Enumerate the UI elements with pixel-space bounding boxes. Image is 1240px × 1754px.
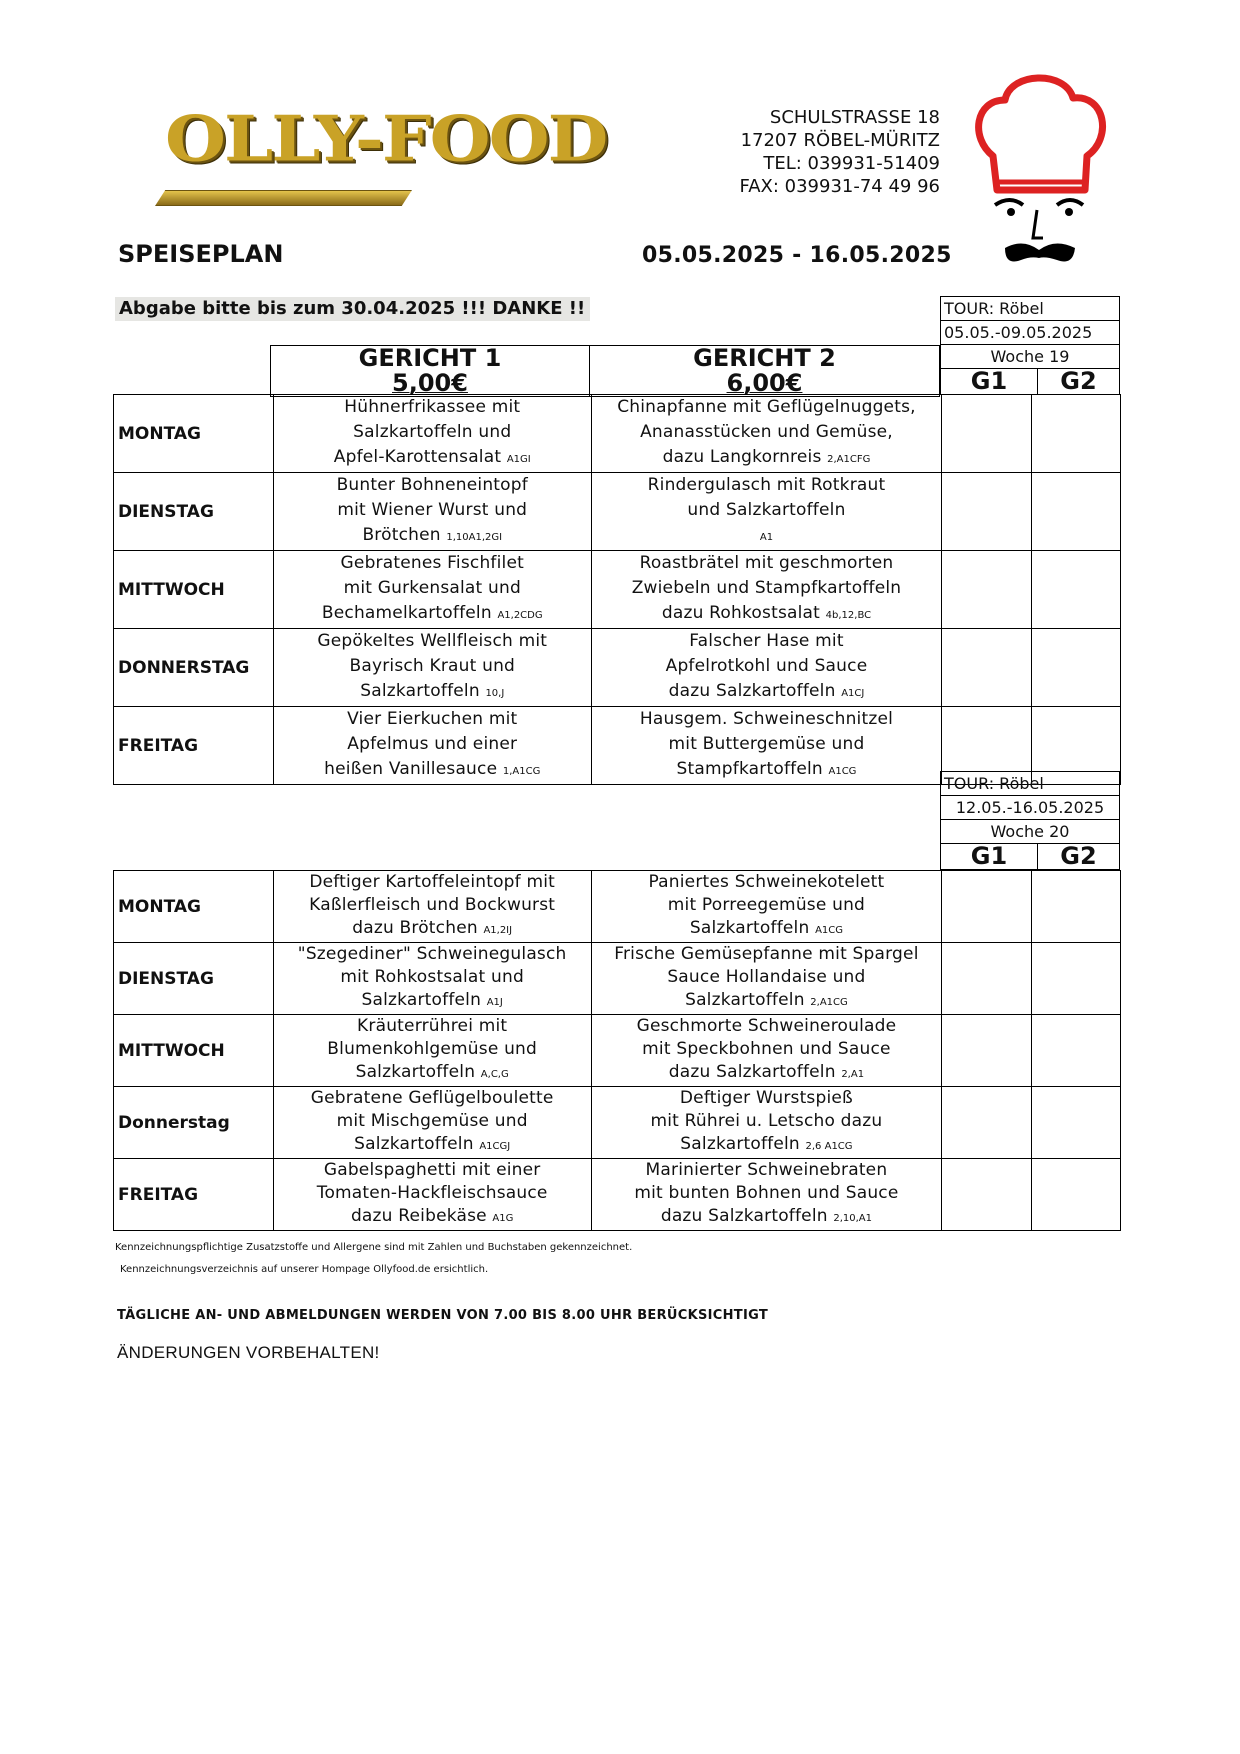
menu-row — [114, 551, 1121, 629]
gericht1-dish — [273, 1159, 591, 1231]
menu-row — [114, 1159, 1121, 1231]
dish-line — [274, 1133, 591, 1158]
dish-line — [592, 523, 942, 550]
gericht1-dish — [273, 629, 591, 707]
gericht2-dish — [591, 1087, 942, 1159]
tour-box-week20 — [940, 771, 1120, 870]
dish-text: heißen Vanillesauce — [324, 759, 498, 779]
dish-line — [592, 871, 942, 894]
dish-line — [274, 871, 591, 894]
olly-food-logo — [155, 101, 607, 210]
menu-row — [114, 943, 1121, 1015]
dish-text: Salzkartoffeln — [680, 1134, 800, 1154]
dish-line — [592, 1133, 942, 1158]
logo-base — [155, 190, 412, 206]
day-label: MITTWOCH — [114, 551, 274, 629]
menu-row — [114, 629, 1121, 707]
dish-text: mit Wiener Wurst und — [337, 500, 528, 520]
allergen-code: 2,A1CG — [810, 997, 848, 1008]
g2-order-box[interactable] — [1031, 629, 1120, 707]
gericht2-dish — [591, 871, 942, 943]
allergen-code: A1J — [486, 997, 503, 1008]
dish-line — [274, 989, 591, 1014]
gericht2-price: 6,00€ — [726, 369, 803, 397]
allergen-code: A1 — [759, 532, 774, 543]
dish-text: Deftiger Kartoffeleintopf mit — [309, 872, 556, 892]
g2-order-box[interactable] — [1031, 473, 1120, 551]
gericht1-price: 5,00€ — [392, 369, 468, 397]
page-title: SPEISEPLAN — [118, 240, 284, 268]
allergen-code: 2,A1 — [841, 1069, 865, 1080]
dish-line — [592, 629, 942, 654]
chef-face-icon — [965, 60, 1115, 270]
allergen-code: A1CGJ — [479, 1141, 511, 1152]
dish-line — [274, 523, 591, 550]
g1-order-box[interactable] — [942, 551, 1031, 629]
dish-line — [274, 629, 591, 654]
menu-row — [114, 395, 1121, 473]
dish-text: Chinapfanne mit Geflügelnuggets, — [617, 397, 916, 417]
dish-line — [592, 473, 942, 498]
dish-text: Gepökeltes Wellfleisch mit — [317, 631, 548, 651]
gericht2-dish — [591, 473, 942, 551]
allergen-code: A1CJ — [841, 688, 865, 699]
dish-text: dazu Brötchen — [352, 918, 478, 938]
dish-text: Marinierter Schweinebraten — [645, 1160, 888, 1180]
company-address — [740, 106, 941, 198]
dish-line — [274, 917, 591, 942]
dish-text: Salzkartoffeln und — [353, 422, 512, 442]
dish-header — [270, 345, 940, 397]
allergen-code: A,C,G — [480, 1069, 509, 1080]
allergen-code: A1G — [492, 1213, 514, 1224]
g2-order-box[interactable] — [1031, 395, 1120, 473]
dish-line — [274, 1038, 591, 1061]
gericht2-dish — [591, 395, 942, 473]
dish-text: Gabelspaghetti mit einer — [323, 1160, 541, 1180]
gericht1-dish — [273, 473, 591, 551]
dish-line — [592, 420, 942, 445]
g1-order-box[interactable] — [942, 1015, 1031, 1087]
dish-text: Vier Eierkuchen mit — [347, 709, 518, 729]
dish-line — [592, 1038, 942, 1061]
dish-line — [592, 894, 942, 917]
tour-name: TOUR: Röbel — [941, 772, 1120, 796]
gericht2-dish — [591, 551, 942, 629]
dish-line — [592, 1159, 942, 1182]
dish-text: Blumenkohlgemüse und — [327, 1039, 538, 1059]
gericht2-dish — [591, 1159, 942, 1231]
dish-text: Kräuterrührei mit — [357, 1016, 508, 1036]
dish-line — [274, 1159, 591, 1182]
g2-order-box[interactable] — [1031, 1159, 1120, 1231]
allergen-code: A1GI — [506, 454, 531, 465]
dish-text: mit Buttergemüse und — [668, 734, 865, 754]
gericht2-title: GERICHT 2 — [693, 344, 836, 372]
dish-text: Hühnerfrikassee mit — [344, 397, 521, 417]
dish-text: Apfelmus und einer — [347, 734, 518, 754]
day-label: MITTWOCH — [114, 1015, 274, 1087]
day-label: DIENSTAG — [114, 473, 274, 551]
dish-line — [274, 473, 591, 498]
dish-line — [592, 601, 942, 628]
g1-header: G1 — [941, 844, 1038, 870]
dish-line — [274, 1182, 591, 1205]
gericht1-dish — [273, 871, 591, 943]
dish-line — [274, 707, 591, 732]
dish-line — [592, 654, 942, 679]
dish-text: Salzkartoffeln — [360, 681, 480, 701]
allergen-code: 10,J — [485, 688, 505, 699]
allergen-note: Kennzeichnungspflichtige Zusatzstoffe und Allergene sind mit Zahlen und Buchstaben gekennzeichnet. — [115, 1242, 633, 1253]
menu-table-week20 — [113, 870, 1121, 1231]
menu-row — [114, 1087, 1121, 1159]
allergen-code: 1,10A1,2GI — [446, 532, 503, 543]
dish-text: Ananasstücken und Gemüse, — [640, 422, 893, 442]
gericht1-dish — [273, 395, 591, 473]
gericht2-dish — [591, 707, 942, 785]
dish-text: dazu Salzkartoffeln — [668, 681, 836, 701]
tour-week: Woche 19 — [941, 345, 1120, 369]
dish-text: mit Rührei u. Letscho dazu — [650, 1111, 883, 1131]
tour-range: 05.05.-09.05.2025 — [941, 321, 1120, 345]
dish-text: Bayrisch Kraut und — [349, 656, 516, 676]
logo-text: OLLY-FOOD — [165, 101, 607, 176]
dish-line — [592, 445, 942, 472]
dish-line — [592, 1015, 942, 1038]
tour-name: TOUR: Röbel — [941, 297, 1120, 321]
dish-text: Falscher Hase mit — [689, 631, 844, 651]
dish-line — [592, 966, 942, 989]
gericht2-header — [590, 346, 940, 397]
g2-order-box[interactable] — [1031, 943, 1120, 1015]
dish-text: Deftiger Wurstspieß — [679, 1088, 853, 1108]
dish-line — [274, 601, 591, 628]
dish-text: mit Porreegemüse und — [667, 895, 866, 915]
dish-text: Salzkartoffeln — [689, 918, 810, 938]
dish-line — [592, 917, 942, 942]
dish-line — [274, 1015, 591, 1038]
address-fax: FAX: 039931-74 49 96 — [739, 176, 940, 197]
changes-reserved-note: ÄNDERUNGEN VORBEHALTEN! — [117, 1343, 380, 1362]
menu-table-week19 — [113, 394, 1121, 785]
g1-order-box[interactable] — [942, 395, 1031, 473]
day-label: DIENSTAG — [114, 943, 274, 1015]
dish-text: Kaßlerfleisch und Bockwurst — [309, 895, 556, 915]
allergen-code: A1CG — [815, 925, 843, 936]
dish-line — [592, 732, 942, 757]
day-label: DONNERSTAG — [114, 629, 274, 707]
dish-text: Bunter Bohneneintopf — [336, 475, 528, 495]
day-label: Donnerstag — [114, 1087, 274, 1159]
gericht2-dish — [591, 943, 942, 1015]
day-label: MONTAG — [114, 395, 274, 473]
gericht1-dish — [273, 1015, 591, 1087]
allergen-code: A1,2IJ — [483, 925, 513, 936]
dish-text: Tomaten-Hackfleischsauce — [316, 1183, 548, 1203]
dish-text: Apfelrotkohl und Sauce — [665, 656, 868, 676]
g1-order-box[interactable] — [942, 629, 1031, 707]
dish-line — [592, 498, 942, 523]
deadline-notice: Abgabe bitte bis zum 30.04.2025 !!! DANKE !! — [115, 297, 590, 321]
dish-text: Salzkartoffeln — [361, 990, 482, 1010]
g1-order-box[interactable] — [942, 871, 1031, 943]
dish-text: Bechamelkartoffeln — [321, 603, 492, 623]
dish-text: Salzkartoffeln — [355, 1062, 476, 1082]
dish-line — [274, 498, 591, 523]
dish-text: "Szegediner" Schweinegulasch — [297, 944, 567, 964]
dish-text: Frische Gemüsepfanne mit Spargel — [614, 944, 919, 964]
dish-text: dazu Reibekäse — [350, 1206, 487, 1226]
menu-row — [114, 1015, 1121, 1087]
dish-line — [592, 989, 942, 1014]
dish-line — [274, 654, 591, 679]
dish-line — [274, 1110, 591, 1133]
allergen-code: 2,A1CFG — [827, 454, 871, 465]
g2-order-box[interactable] — [1031, 1015, 1120, 1087]
dish-text: dazu Rohkostsalat — [661, 603, 821, 623]
tour-box-week19 — [940, 296, 1120, 395]
tour-week: Woche 20 — [941, 820, 1120, 844]
dish-line — [592, 1087, 942, 1110]
address-city: 17207 RÖBEL-MÜRITZ — [740, 130, 940, 151]
dish-text: Geschmorte Schweineroulade — [636, 1016, 897, 1036]
day-label: FREITAG — [114, 707, 274, 785]
gericht2-dish — [591, 1015, 942, 1087]
menu-row — [114, 871, 1121, 943]
dish-line — [274, 576, 591, 601]
gericht1-dish — [273, 1087, 591, 1159]
dish-line — [274, 395, 591, 420]
dish-text: Roastbrätel mit geschmorten — [639, 553, 894, 573]
allergen-code: 2,10,A1 — [833, 1213, 873, 1224]
allergen-code: A1CG — [828, 766, 857, 777]
dish-text: Hausgem. Schweineschnitzel — [639, 709, 894, 729]
dish-line — [592, 707, 942, 732]
g2-order-box[interactable] — [1031, 871, 1120, 943]
dish-line — [274, 943, 591, 966]
g1-order-box[interactable] — [942, 943, 1031, 1015]
dish-text: mit Rohkostsalat und — [340, 967, 524, 987]
date-range: 05.05.2025 - 16.05.2025 — [642, 243, 952, 268]
dish-line — [274, 445, 591, 472]
dish-line — [274, 551, 591, 576]
g1-order-box[interactable] — [942, 1159, 1031, 1231]
dish-text: Sauce Hollandaise und — [667, 967, 866, 987]
tour-range: 12.05.-16.05.2025 — [941, 796, 1120, 820]
dish-text: Gebratenes Fischfilet — [340, 553, 524, 573]
daily-registration-note: TÄGLICHE AN- UND ABMELDUNGEN WERDEN VON 7.00 BIS 8.00 UHR BERÜCKSICHTIGT — [117, 1308, 769, 1323]
dish-text: Brötchen — [362, 525, 441, 545]
g1-order-box[interactable] — [942, 1087, 1031, 1159]
dish-text: und Salzkartoffeln — [687, 500, 846, 520]
dish-line — [592, 576, 942, 601]
gericht1-dish — [273, 551, 591, 629]
gericht1-dish — [273, 707, 591, 785]
dish-line — [274, 420, 591, 445]
allergen-code: 4b,12,BC — [825, 610, 872, 621]
day-label: FREITAG — [114, 1159, 274, 1231]
g2-order-box[interactable] — [1031, 1087, 1120, 1159]
dish-line — [274, 1205, 591, 1230]
g1-order-box[interactable] — [942, 473, 1031, 551]
dish-text: Stampfkartoffeln — [676, 759, 823, 779]
dish-line — [274, 966, 591, 989]
dish-text: Rindergulasch mit Rotkraut — [647, 475, 886, 495]
dish-line — [274, 894, 591, 917]
directory-note: Kennzeichnungsverzeichnis auf unserer Hompage Ollyfood.de ersichtlich. — [120, 1264, 489, 1275]
allergen-code: A1,2CDG — [497, 610, 543, 621]
dish-line — [592, 1182, 942, 1205]
dish-line — [274, 732, 591, 757]
dish-text: mit Gurkensalat und — [343, 578, 521, 598]
day-label: MONTAG — [114, 871, 274, 943]
dish-text: Zwiebeln und Stampfkartoffeln — [631, 578, 902, 598]
dish-text: Gebratene Geflügelboulette — [310, 1088, 554, 1108]
g2-header: G2 — [1038, 844, 1120, 870]
dish-line — [592, 1205, 942, 1230]
dish-line — [592, 679, 942, 706]
dish-line — [592, 757, 942, 784]
allergen-code: 1,A1CG — [502, 766, 541, 777]
dish-text: mit bunten Bohnen und Sauce — [634, 1183, 899, 1203]
dish-line — [274, 757, 591, 784]
dish-text: mit Mischgemüse und — [336, 1111, 528, 1131]
gericht1-header — [271, 346, 590, 397]
gericht1-title: GERICHT 1 — [358, 344, 502, 372]
g2-order-box[interactable] — [1031, 551, 1120, 629]
dish-text: dazu Salzkartoffeln — [668, 1062, 836, 1082]
dish-text: Salzkartoffeln — [354, 1134, 474, 1154]
menu-row — [114, 473, 1121, 551]
dish-line — [274, 1087, 591, 1110]
dish-line — [592, 1061, 942, 1086]
dish-text: dazu Langkornreis — [662, 447, 822, 467]
dish-line — [592, 395, 942, 420]
dish-line — [592, 1110, 942, 1133]
address-tel: TEL: 039931-51409 — [763, 153, 940, 174]
gericht2-dish — [591, 629, 942, 707]
address-street: SCHULSTRASSE 18 — [769, 107, 940, 128]
dish-text: Salzkartoffeln — [685, 990, 805, 1010]
dish-line — [592, 943, 942, 966]
dish-line — [592, 551, 942, 576]
dish-text: mit Speckbohnen und Sauce — [642, 1039, 891, 1059]
dish-text: Apfel-Karottensalat — [333, 447, 502, 467]
dish-line — [274, 679, 591, 706]
gericht1-dish — [273, 943, 591, 1015]
dish-line — [274, 1061, 591, 1086]
allergen-code: 2,6 A1CG — [805, 1141, 853, 1152]
g1-header: G1 — [941, 369, 1038, 395]
g2-header: G2 — [1038, 369, 1120, 395]
dish-text: Paniertes Schweinekotelett — [648, 872, 885, 892]
dish-text: dazu Salzkartoffeln — [660, 1206, 828, 1226]
